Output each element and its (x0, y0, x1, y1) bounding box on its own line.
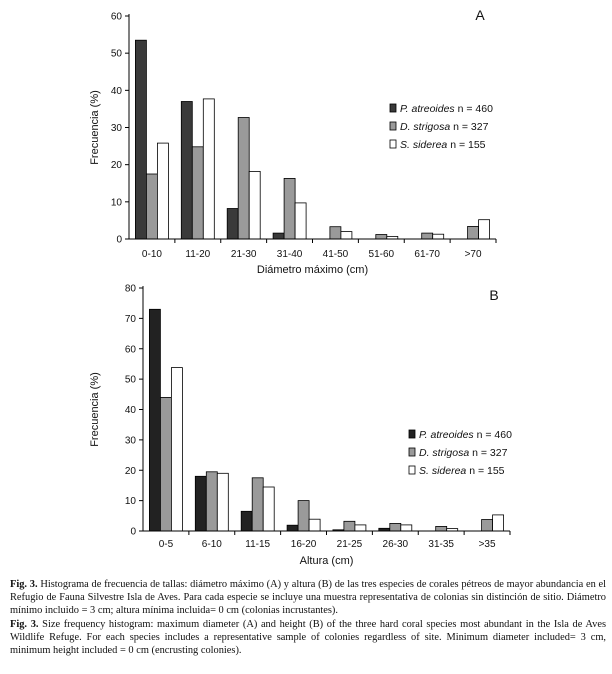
bar-a-ssiderea-2 (249, 171, 260, 239)
y-tick-label: 20 (124, 465, 136, 477)
bar-b-ssiderea-3 (309, 519, 320, 531)
x-tick-label: 26-30 (382, 539, 409, 550)
y-axis-title: Frecuencia (%) (89, 90, 101, 165)
legend-swatch (390, 140, 396, 148)
x-tick-label: >35 (478, 539, 496, 550)
bar-a-dstrigosa-4 (330, 227, 341, 239)
bar-a-patreoides-1 (181, 102, 192, 240)
y-tick-label: 0 (130, 526, 136, 538)
bar-b-ssiderea-7 (493, 515, 504, 531)
bar-b-dstrigosa-5 (390, 523, 401, 531)
bar-b-dstrigosa-3 (298, 501, 309, 531)
legend-species-name: D. strigosa (400, 121, 451, 133)
x-tick-label: 11-20 (185, 249, 211, 260)
y-tick-label: 20 (110, 160, 122, 172)
legend-species-name: D. strigosa (419, 447, 470, 459)
legend-entry (400, 121, 489, 133)
bar-b-dstrigosa-7 (482, 520, 493, 532)
legend-species-name: P. atreoides (400, 103, 455, 115)
x-tick-label: 41-50 (322, 249, 349, 260)
bar-a-ssiderea-3 (295, 203, 306, 239)
y-tick-label: 50 (124, 374, 136, 386)
y-tick-label: 80 (124, 283, 136, 295)
bar-a-ssiderea-0 (157, 143, 168, 239)
bar-b-patreoides-2 (241, 511, 252, 531)
legend-entry (419, 447, 508, 459)
legend-species-name: S. siderea (400, 139, 448, 151)
bar-a-ssiderea-7 (479, 220, 490, 239)
x-tick-label: 31-35 (428, 539, 454, 550)
panel-label-b: B (489, 287, 499, 303)
y-tick-label: 30 (110, 123, 122, 134)
chart-panel-a (89, 7, 496, 276)
bar-a-dstrigosa-3 (284, 178, 295, 239)
bar-b-ssiderea-2 (263, 487, 274, 531)
legend-swatch (390, 122, 396, 130)
bar-a-dstrigosa-0 (146, 174, 157, 239)
caption-spanish-label: Fig. 3. (10, 579, 38, 590)
legend-sample-size: n = 155 (466, 465, 505, 477)
panel-label-a: A (475, 7, 485, 23)
x-tick-label: 21-30 (230, 249, 257, 260)
bar-b-dstrigosa-2 (252, 478, 263, 531)
legend-swatch (409, 448, 415, 456)
bar-b-dstrigosa-0 (160, 397, 171, 531)
y-tick-label: 60 (124, 344, 136, 356)
x-tick-label: 21-25 (336, 539, 363, 550)
x-tick-label: 61-70 (414, 249, 440, 260)
legend-species-name: S. siderea (419, 465, 467, 477)
legend-sample-size: n = 327 (469, 447, 508, 459)
bar-a-dstrigosa-1 (192, 147, 203, 239)
legend-sample-size: n = 327 (450, 121, 489, 133)
y-tick-label: 30 (124, 435, 136, 447)
bar-b-ssiderea-1 (217, 473, 228, 531)
chart-panel-b (89, 284, 512, 568)
caption-spanish (10, 578, 606, 618)
x-tick-label: 6-10 (201, 539, 222, 550)
bar-b-patreoides-1 (195, 476, 206, 531)
bar-b-ssiderea-0 (171, 368, 182, 531)
y-tick-label: 0 (116, 234, 122, 246)
x-tick-label: 51-60 (368, 249, 395, 260)
legend-swatch (409, 430, 415, 438)
legend-sample-size: n = 460 (454, 103, 493, 115)
bar-a-dstrigosa-2 (238, 118, 249, 240)
y-tick-label: 50 (110, 48, 122, 60)
y-tick-label: 40 (110, 85, 122, 97)
bar-a-ssiderea-4 (341, 232, 352, 239)
legend-entry (400, 139, 486, 151)
figure-caption (10, 578, 606, 657)
bar-b-dstrigosa-1 (206, 472, 217, 531)
bar-a-dstrigosa-5 (376, 235, 387, 240)
x-tick-label: >70 (464, 249, 482, 260)
legend-entry (419, 465, 505, 477)
bar-a-patreoides-3 (273, 233, 284, 239)
x-axis-title: Altura (cm) (299, 555, 354, 567)
caption-english-text: Size frequency histogram: maximum diameter (A) and height (B) of the three hard coral species most abundant in the Isla de Aves Wildlife Refuge. For each species includes a representative sample of colonies regardless of site. Minimum diameter included= 3 cm, minimum height included = 0 cm (encrusting colonies). (10, 618, 606, 657)
x-tick-label: 0-10 (141, 249, 162, 260)
bar-a-ssiderea-1 (203, 99, 214, 239)
bar-a-ssiderea-6 (433, 234, 444, 239)
x-tick-label: 16-20 (290, 539, 317, 550)
bar-b-dstrigosa-4 (344, 521, 355, 531)
bar-a-dstrigosa-7 (468, 226, 479, 239)
caption-english-label: Fig. 3. (10, 618, 39, 630)
legend-swatch (409, 466, 415, 474)
y-tick-label: 40 (124, 405, 136, 416)
legend-species-name: P. atreoides (419, 429, 474, 441)
caption-english (10, 618, 606, 658)
bar-a-dstrigosa-6 (422, 233, 433, 239)
y-tick-label: 10 (110, 197, 122, 209)
bar-b-ssiderea-4 (355, 525, 366, 531)
x-tick-label: 0-5 (158, 539, 174, 550)
y-tick-label: 70 (124, 313, 136, 325)
legend-swatch (390, 104, 396, 112)
y-axis-title: Frecuencia (%) (89, 372, 101, 447)
bar-b-dstrigosa-6 (436, 526, 447, 531)
bar-b-patreoides-0 (149, 309, 160, 531)
bar-a-patreoides-2 (227, 209, 238, 240)
bar-a-patreoides-0 (135, 40, 146, 239)
bar-b-patreoides-3 (287, 525, 298, 531)
x-axis-title: Diámetro máximo (cm) (256, 264, 369, 276)
caption-spanish-text: Histograma de frecuencia de tallas: diámetro máximo (A) y altura (B) de las tres especies de corales pétreos de mayor abundancia en el Refugio de Fauna Silvestre Isla de Aves. Para cada especie se incluye una muestra representativa de colonias sin distinción de sitio. Diámetro mínimo incluido = 3 cm; altura mínima incluida= 0 cm (colonias incrustantes). (10, 579, 606, 617)
y-tick-label: 10 (124, 496, 136, 508)
x-tick-label: 31-40 (276, 249, 303, 260)
legend-entry (400, 103, 493, 115)
legend-sample-size: n = 155 (447, 139, 486, 151)
bar-b-ssiderea-5 (401, 525, 412, 531)
y-tick-label: 60 (110, 11, 122, 23)
legend-sample-size: n = 460 (473, 429, 512, 441)
legend-entry (419, 429, 512, 441)
x-tick-label: 11-15 (245, 539, 271, 550)
